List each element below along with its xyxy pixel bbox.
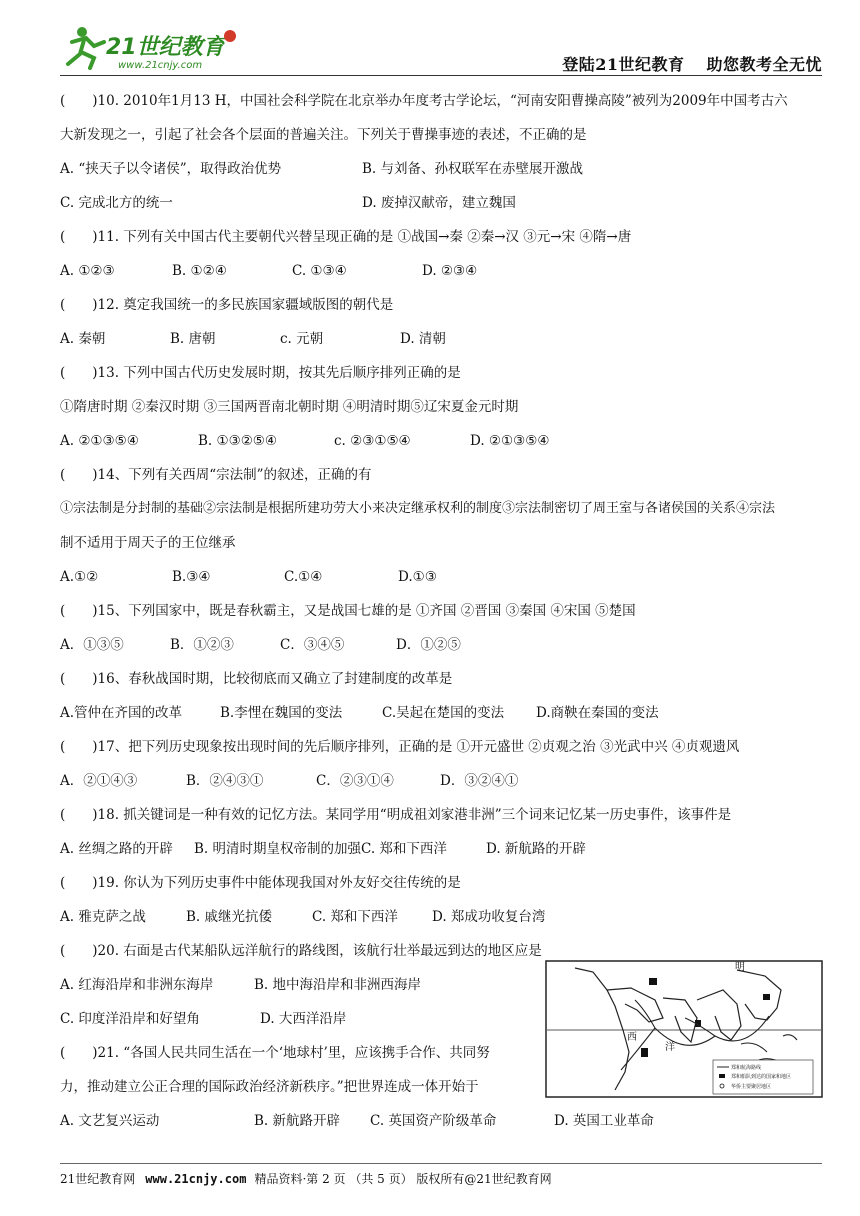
territory-mark	[763, 994, 770, 1000]
footer-url[interactable]: www.21cnjy.com	[145, 1172, 247, 1186]
q21-option-d: D. 英国工业革命	[554, 1113, 654, 1129]
q15-option-c: C．③④⑤	[280, 637, 345, 653]
footer-divider	[60, 1163, 822, 1164]
apple-icon	[224, 30, 236, 42]
q17-options	[60, 764, 822, 798]
q21-option-a: A. 文艺复兴运动	[60, 1113, 160, 1129]
q11-option-b: B. ①②④	[172, 263, 227, 279]
q18-stem: ( )18. 抓关键词是一种有效的记忆方法。某同学用“明成祖刘家港非洲”三个词来记忆某一历史事件，该事件是	[60, 807, 732, 823]
map-label-yang: 洋	[665, 1042, 675, 1053]
slogan-right: 助您教考全无忧	[706, 55, 822, 74]
q15-option-d: D．①②⑤	[396, 637, 461, 653]
q17-option-b: B．②④③①	[186, 773, 264, 789]
q19-option-b: B. 戚继光抗倭	[186, 909, 273, 925]
territory-mark	[641, 1048, 648, 1057]
page-footer	[60, 1170, 552, 1187]
q13-option-b: B. ①③②⑤④	[198, 433, 278, 449]
q17-option-a: A．②①④③	[60, 773, 138, 789]
slogan-left: 登陆21世纪教育	[562, 55, 685, 74]
footer-site: 21世纪教育网	[60, 1172, 136, 1186]
q18-options	[60, 832, 822, 866]
q19-stem: ( )19. 你认为下列历史事件中能体现我国对外友好交往传统的是	[60, 875, 461, 891]
header-slogan	[562, 52, 822, 75]
q14-items-line-1: ①宗法制是分封制的基础②宗法制是根据所建功劳大小来决定继承权利的制度③宗法制密切了周王室与各诸侯国的关系④宗法	[60, 501, 776, 516]
q12-options	[60, 322, 822, 356]
q20-option-d: D. 大西洋沿岸	[260, 1011, 347, 1027]
q12-option-c: c. 元朝	[280, 331, 324, 347]
q19-option-a: A. 雅克萨之战	[60, 909, 146, 925]
voyage-route-map	[545, 960, 823, 1098]
q11-stem: ( )11. 下列有关中国古代主要朝代兴替呈现正确的是 ①战国→秦 ②秦→汉 ③元→宋 ④隋→唐	[60, 229, 632, 245]
q21-option-c: C. 英国资产阶级革命	[370, 1113, 497, 1129]
q16-option-c: C.吴起在楚国的变法	[382, 705, 505, 721]
q17-option-d: D．③②④①	[440, 773, 519, 789]
q19-options	[60, 900, 822, 934]
q13-option-d: D. ②①③⑤④	[470, 433, 550, 449]
q20-option-c: C. 印度洋沿岸和好望角	[60, 1011, 200, 1027]
q17-option-c: C．②③①④	[316, 773, 394, 789]
q18-option-d: D. 新航路的开辟	[486, 841, 586, 857]
q16-option-d: D.商鞅在秦国的变法	[536, 705, 659, 721]
q14-items-line-2: 制不适用于周天子的王位继承	[60, 535, 236, 551]
q12-option-d: D. 清朝	[400, 331, 446, 347]
runner-icon	[68, 27, 104, 68]
logo-url: www.21cnjy.com	[118, 60, 203, 71]
q16-options	[60, 696, 822, 730]
q12-option-b: B. 唐朝	[170, 331, 216, 347]
q15-option-b: B．①②③	[170, 637, 234, 653]
q10-stem-line-2: 大新发现之一，引起了社会各个层面的普遍关注。下列关于曹操事迹的表述，不正确的是	[60, 127, 587, 143]
q15-options	[60, 628, 822, 662]
q11-option-c: C. ①③④	[292, 263, 347, 279]
page-header	[60, 18, 822, 76]
q10-option-d: D. 废掉汉献帝，建立魏国	[362, 195, 516, 211]
q11-option-a: A. ①②③	[60, 263, 115, 279]
q10-stem-line-1: ( )10. 2010年1月13 H，中国社会科学院在北京举办年度考古学论坛，“河南安阳曹操高陵”被列为2009年中国考古六	[60, 93, 788, 109]
legend-item-2: 郑和船队到达的国家和地区	[731, 1074, 792, 1080]
legend-item-1: 郑和航海路线	[731, 1065, 762, 1071]
q19-option-d: D. 郑成功收复台湾	[432, 909, 546, 925]
q10-option-a: A. “挟天子以令诸侯”，取得政治优势	[60, 161, 282, 177]
header-divider	[60, 75, 822, 76]
q18-option-a: A. 丝绸之路的开辟	[60, 841, 173, 857]
q14-options	[60, 560, 822, 594]
q16-stem: ( )16、春秋战国时期，比较彻底而又确立了封建制度的改革是	[60, 671, 453, 687]
logo-text: 21世纪教育	[106, 35, 225, 60]
q13-items: ①隋唐时期 ②秦汉时期 ③三国两晋南北朝时期 ④明清时期⑤辽宋夏金元时期	[60, 399, 519, 415]
q11-options	[60, 254, 822, 288]
q21-options	[60, 1104, 822, 1138]
q13-option-c: c. ②③①⑤④	[334, 433, 411, 449]
footer-text: 精品资料·第 2 页 （共 5 页） 版权所有@21世纪教育网	[254, 1172, 552, 1186]
q13-stem: ( )13. 下列中国古代历史发展时期，按其先后顺序排列正确的是	[60, 365, 461, 381]
map-legend	[713, 1060, 813, 1094]
q15-option-a: A．①③⑤	[60, 637, 124, 653]
q16-option-a: A.管仲在齐国的改革	[60, 705, 183, 721]
q10-option-b: B. 与刘备、孙权联军在赤壁展开激战	[362, 161, 584, 177]
q12-option-a: A. 秦朝	[60, 331, 106, 347]
q15-stem: ( )15、下列国家中，既是春秋霸主，又是战国七雄的是 ①齐国 ②晋国 ③秦国 ④宋国 ⑤楚国	[60, 603, 636, 619]
legend-item-3: 华侨主要聚居地区	[731, 1084, 772, 1090]
q20-option-a: A. 红海沿岸和非洲东海岸	[60, 977, 214, 993]
q18-option-bc: B. 明清时期皇权帝制的加强C. 郑和下西洋	[194, 841, 447, 857]
q20-option-b: B. 地中海沿岸和非洲西海岸	[254, 977, 422, 993]
q20-stem: ( )20. 右面是古代某船队远洋航行的路线图，该航行壮举最远到达的地区应是	[60, 943, 542, 959]
q21-option-b: B. 新航路开辟	[254, 1113, 341, 1129]
q17-stem: ( )17、把下列历史现象按出现时间的先后顺序排列，正确的是 ①开元盛世 ②贞观之治 ③光武中兴 ④贞观遗风	[60, 739, 740, 755]
q14-option-a: A.①②	[60, 569, 99, 585]
territory-mark	[649, 978, 657, 985]
map-label-ming: 明	[735, 962, 745, 973]
q19-option-c: C. 郑和下西洋	[312, 909, 398, 925]
q14-stem: ( )14、下列有关西周“宗法制”的叙述，正确的有	[60, 467, 372, 483]
q11-option-d: D. ②③④	[422, 263, 478, 279]
legend-area-icon	[719, 1074, 725, 1078]
q14-option-d: D.①③	[398, 569, 437, 585]
map-label-xi: 西	[627, 1032, 637, 1043]
q12-stem: ( )12. 奠定我国统一的多民族国家疆域版图的朝代是	[60, 297, 394, 313]
q21-stem-line-1: ( )21. “各国人民共同生活在一个‘地球村’里，应该携手合作、共同努	[60, 1045, 490, 1061]
q10-options-row-1	[60, 152, 822, 186]
logo	[60, 24, 250, 72]
q10-option-c: C. 完成北方的统一	[60, 195, 173, 211]
q10-options-row-2	[60, 186, 822, 220]
q16-option-b: B.李悝在魏国的变法	[220, 705, 343, 721]
q14-option-b: B.③④	[172, 569, 211, 585]
q21-stem-line-2: 力，推动建立公正合理的国际政治经济新秩序。”把世界连成一体开始于	[60, 1079, 479, 1095]
q13-option-a: A. ②①③⑤④	[60, 433, 139, 449]
q13-options	[60, 424, 822, 458]
q14-option-c: C.①④	[284, 569, 323, 585]
